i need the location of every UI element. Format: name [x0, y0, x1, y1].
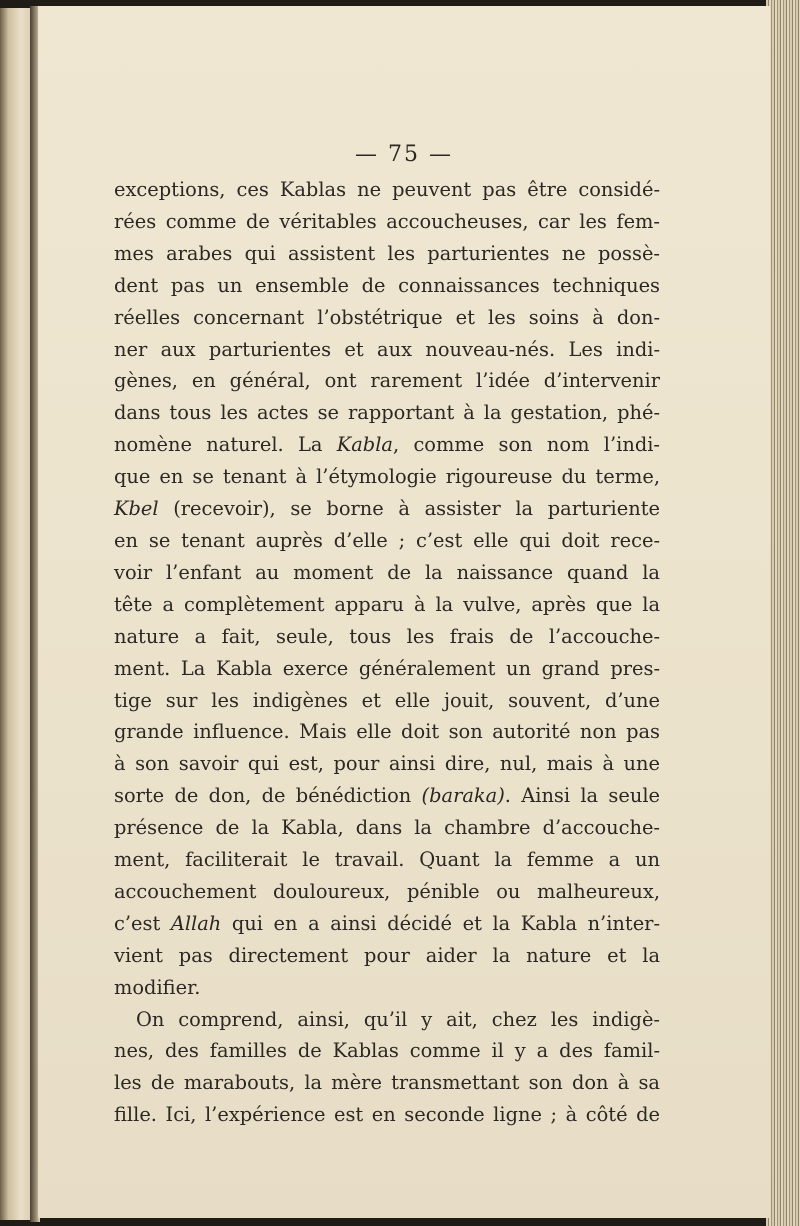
- text-line: à son savoir qui est, pour ainsi dire, nul, mais à une: [114, 752, 660, 776]
- text-line: [114, 780, 660, 812]
- text-line: les de marabouts, la mère transmettant son don à sa: [114, 1071, 660, 1095]
- left-page-edge: [0, 8, 34, 1220]
- page-number: — 75 —: [355, 142, 453, 167]
- body-text: [114, 174, 660, 1131]
- text-line: nature a fait, seule, tous les frais de l’accouche-: [114, 624, 660, 648]
- text-run: , comme son nom l’indi-: [392, 433, 660, 457]
- text-line: ment, faciliterait le travail. Quant la femme a un: [114, 848, 660, 872]
- text-line: [114, 429, 660, 461]
- text-line: modifier.: [114, 975, 201, 999]
- text-line: tête a complètement apparu à la vulve, après que la: [114, 592, 660, 616]
- text-run: c’est: [114, 911, 171, 935]
- book-page: [38, 6, 770, 1218]
- text-line: fille. Ici, l’expérience est en seconde ligne ; à côté de: [114, 1103, 660, 1127]
- text-line: mes arabes qui assistent les parturientes ne possè-: [114, 241, 660, 265]
- italic-term: Kabla: [336, 433, 393, 457]
- text-line: [114, 493, 660, 525]
- paragraph-start-line: On comprend, ainsi, qu’il y ait, chez les indigè-: [136, 1007, 660, 1031]
- text-line: dans tous les actes se rapportant à la gestation, phé-: [114, 401, 660, 425]
- text-line: en se tenant auprès d’elle ; c’est elle qui doit rece-: [114, 528, 660, 552]
- text-line: que en se tenant à l’étymologie rigoureuse du terme,: [114, 465, 660, 489]
- text-line: ment. La Kabla exerce généralement un grand pres-: [114, 656, 660, 680]
- text-run: . Ainsi la seule: [504, 784, 660, 808]
- text-line: voir l’enfant au moment de la naissance quand la: [114, 560, 660, 584]
- text-line: dent pas un ensemble de connaissances techniques: [114, 273, 660, 297]
- text-line: [114, 908, 660, 940]
- text-run: qui en a ainsi décidé et la Kabla n’inter-: [221, 911, 661, 935]
- text-line: ner aux parturientes et aux nouveau-nés. Les indi-: [114, 337, 660, 361]
- text-line: nes, des familles de Kablas comme il y a des famil-: [114, 1039, 660, 1063]
- text-run: (recevoir), se borne à assister la parturiente: [158, 497, 660, 521]
- text-line: tige sur les indigènes et elle jouit, souvent, d’une: [114, 688, 660, 712]
- right-page-edges: [766, 0, 800, 1226]
- text-run: nomène naturel. La: [114, 433, 337, 457]
- text-line: rées comme de véritables accoucheuses, car les fem-: [114, 209, 660, 233]
- italic-term: Allah: [170, 911, 222, 935]
- text-line: réelles concernant l’obstétrique et les soins à don-: [114, 305, 660, 329]
- text-line: accouchement douloureux, pénible ou malheureux,: [114, 879, 660, 903]
- text-run: sorte de don, de bénédiction: [114, 784, 422, 808]
- text-line: vient pas directement pour aider la nature et la: [114, 943, 660, 967]
- text-line: exceptions, ces Kablas ne peuvent pas être considé-: [114, 178, 660, 201]
- text-line: présence de la Kabla, dans la chambre d’accouche-: [114, 816, 660, 840]
- text-line: grande influence. Mais elle doit son autorité non pas: [114, 720, 660, 744]
- text-line: gènes, en général, ont rarement l’idée d’intervenir: [114, 369, 660, 393]
- italic-term: (baraka): [421, 784, 505, 808]
- italic-term: Kbel: [114, 497, 159, 521]
